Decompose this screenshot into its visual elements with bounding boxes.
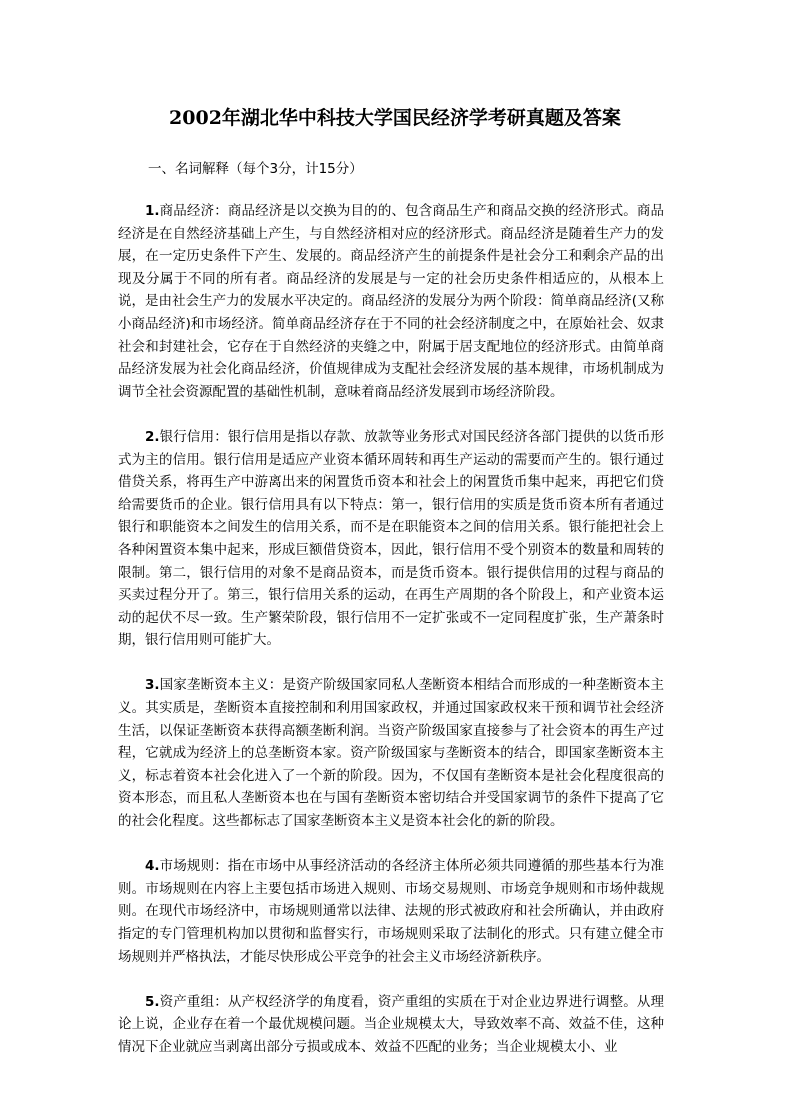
section-heading: 一、名词解释（每个3分，计15分）	[148, 161, 363, 177]
entry-text: 市场规则：指在市场中从事经济活动的各经济主体所必须共同遵循的那些基本行为准则。市场规则在内容上主要包括市场进入规则、市场交易规则、市场竞争规则和市场仲裁规则。在现代市场经济中，市场规则通常以法律、法规的形式被政府和社会所确认，并由政府指定的专门管理机构加以贯彻和监督实行，市场规则采取了法制化的形式。只有建立健全市场规则并严格执法，才能尽快形成公平竞争的社会主义市场经济新秩序。	[118, 858, 664, 965]
entry-text: 商品经济：商品经济是以交换为目的的、包含商品生产和商品交换的经济形式。商品经济是在自然经济基础上产生，与自然经济相对应的经济形式。商品经济是随着生产力的发展，在一定历史条件下产生、发展的。商品经济产生的前提条件是社会分工和剩余产品的出现及分属于不同的所有者。商品经济的发展是与一定的社会历史条件相适应的，从根本上说，是由社会生产力的发展水平决定的。商品经济的发展分为两个阶段：简单商品经济(又称小商品经济)和市场经济。简单商品经济存在于不同的社会经济制度之中，在原始社会、奴隶社会和封建社会，它存在于自然经济的夹缝之中，附属于居支配地位的经济形式。由简单商品经济发展为社会化商品经济，价值规律成为支配社会经济发展的基本规律，市场机制成为调节全社会资源配置的基础性机制，意味着商品经济发展到市场经济阶段。	[118, 203, 664, 400]
entry-number: 1.	[145, 203, 160, 219]
document-title: 2002年湖北华中科技大学国民经济学考研真题及答案	[169, 107, 621, 129]
entry-paragraph	[118, 200, 664, 403]
entry-paragraph	[118, 426, 664, 652]
entry-number: 3.	[145, 677, 160, 694]
entry-text: 国家垄断资本主义：是资产阶级国家同私人垄断资本相结合而形成的一种垄断资本主义。其实质是，垄断资本直接控制和利用国家政权，并通过国家政权来干预和调节社会经济生活，以保证垄断资本获得高额垄断利润。当资产阶级国家直接参与了社会资本的再生产过程，它就成为经济上的总垄断资本家。资产阶级国家与垄断资本的结合，即国家垄断资本主义，标志着资本社会化进入了一个新的阶段。因为，不仅国有垄断资本是社会化程度很高的资本形态，而且私人垄断资本也在与国有垄断资本密切结合并受国家调节的条件下提高了它的社会化程度。这些都标志了国家垄断资本主义是资本社会化的新的阶段。	[118, 677, 664, 830]
entry-text: 银行信用：银行信用是指以存款、放款等业务形式对国民经济各部门提供的以货币形式为主的信用。银行信用是适应产业资本循环周转和再生产运动的需要而产生的。银行通过借贷关系，将再生产中游离出来的闲置货币资本和社会上的闲置货币集中起来，再把它们贷给需要货币的企业。银行信用具有以下特点：第一，银行信用的实质是货币资本所有者通过银行和职能资本之间发生的信用关系，而不是在职能资本之间的信用关系。银行能把社会上各种闲置资本集中起来，形成巨额借贷资本，因此，银行信用不受个别资本的数量和周转的限制。第二，银行信用的对象不是商品资本，而是货币资本。银行提供信用的过程与商品的买卖过程分开了。第三，银行信用关系的运动，在再生产周期的各个阶段上，和产业资本运动的起伏不尽一致。生产繁荣阶段，银行信用不一定扩张或不一定同程度扩张，生产萧条时期，银行信用则可能扩大。	[118, 428, 664, 649]
entry-paragraph	[118, 991, 664, 1059]
entry-text: 资产重组：从产权经济学的角度看，资产重组的实质在于对企业边界进行调整。从理论上说，企业存在着一个最优规模问题。当企业规模太大，导致效率不高、效益不佳，这种情况下企业就应当剥离出部分亏损或成本、效益不匹配的业务；当企业规模太小、业	[118, 993, 664, 1055]
entry-number: 5.	[145, 993, 160, 1010]
document-body	[118, 200, 664, 1081]
entry-paragraph	[118, 674, 664, 832]
entry-number: 4.	[145, 858, 160, 875]
entry-paragraph	[118, 855, 664, 968]
entry-number: 2.	[145, 428, 160, 445]
